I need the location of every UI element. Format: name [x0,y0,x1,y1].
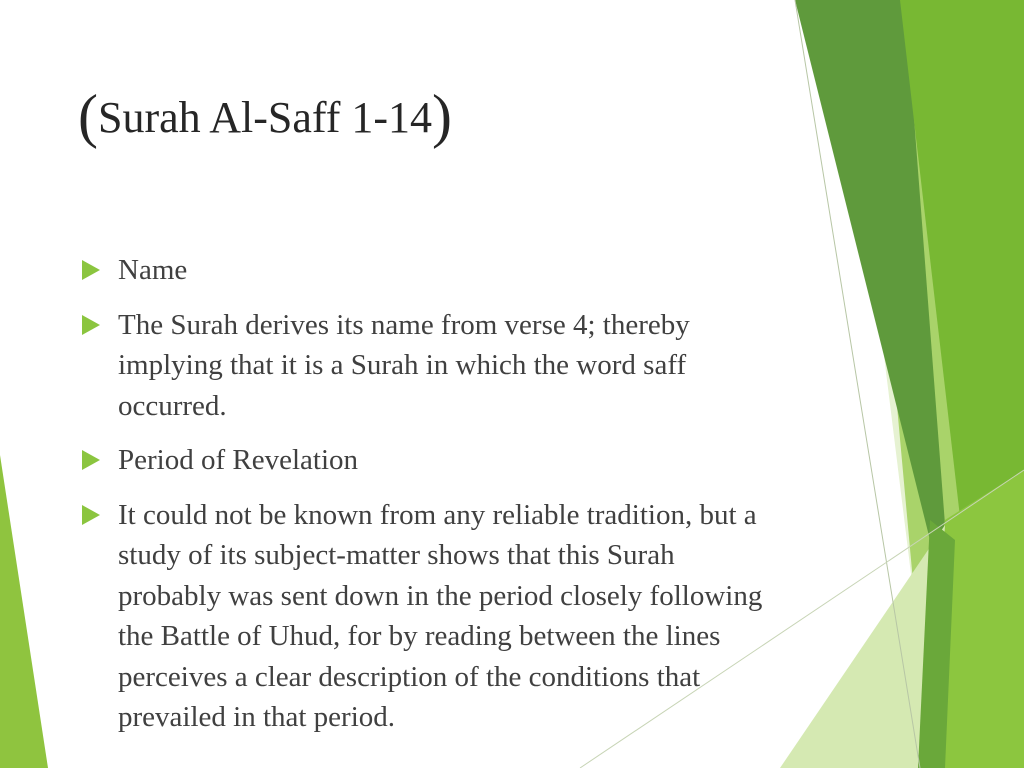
left-green-sliver [0,455,48,768]
bullet-text: Name [118,254,188,286]
triangle-right-icon [82,260,100,280]
bullet-text: The Surah derives its name from verse 4; thereby implying that it is a Surah in which the word saff occurred. [118,308,690,422]
slide-title [78,82,453,149]
title-open-paren: ( [78,83,98,149]
triangle-right-icon [82,450,100,470]
bullet-item-name-heading [80,250,770,291]
triangle-right-icon [82,315,100,335]
bullet-list [80,250,770,752]
bullet-item-period-description [80,495,770,738]
title-text: Surah Al-Saff 1-14 [97,93,433,142]
triangle-right-icon [82,505,100,525]
title-close-paren: ) [432,83,453,149]
bullet-text: It could not be known from any reliable tradition, but a study of its subject-matter shows that this Surah probably was sent down in the period closely following the Battle of Uhud, for by reading between the lines perceives a clear description of the conditions that prevailed in that period. [118,498,763,733]
bullet-item-period-heading [80,440,770,481]
bullet-item-name-description [80,305,770,427]
bullet-text: Period of Revelation [118,444,359,476]
